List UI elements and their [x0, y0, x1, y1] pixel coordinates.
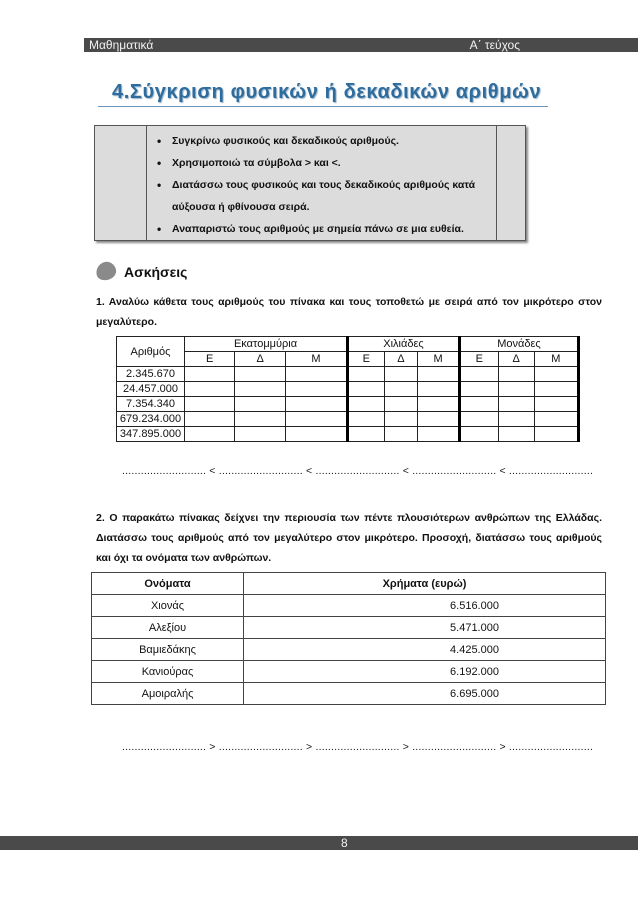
digit-cell[interactable] — [348, 397, 384, 412]
exercise2-answer-line[interactable]: ........................... > ........................... > ........................... > ........................... > ........................... — [122, 741, 594, 753]
digit-cell[interactable] — [459, 427, 498, 442]
subheader-e: Ε — [459, 352, 498, 367]
digit-cell[interactable] — [459, 382, 498, 397]
table-header-number: Αριθμός — [117, 337, 185, 367]
digit-cell[interactable] — [534, 397, 578, 412]
digit-cell[interactable] — [185, 382, 235, 397]
name-cell: Χιονάς — [92, 595, 244, 617]
digit-cell[interactable] — [384, 412, 418, 427]
goal-item: • Αναπαριστώ τους αριθμούς με σημεία πάνω σε μια ευθεία. — [151, 218, 491, 240]
digit-cell[interactable] — [185, 427, 235, 442]
digit-cell[interactable] — [384, 397, 418, 412]
exercises-blob-icon — [94, 260, 118, 283]
footer-bar — [0, 836, 638, 850]
digit-cell[interactable] — [185, 397, 235, 412]
table-row — [117, 367, 579, 382]
digit-cell[interactable] — [534, 412, 578, 427]
digit-cell[interactable] — [235, 367, 286, 382]
digit-cell[interactable] — [285, 427, 347, 442]
name-cell: Κανιούρας — [92, 661, 244, 683]
money-cell: 6.192.000 — [244, 661, 606, 683]
digit-cell[interactable] — [418, 382, 460, 397]
goal-item: • Διατάσσω τους φυσικούς και τους δεκαδικούς αριθμούς κατά — [151, 174, 491, 196]
money-cell: 6.695.000 — [244, 683, 606, 705]
digit-cell[interactable] — [384, 367, 418, 382]
subheader-m: Μ — [285, 352, 347, 367]
digit-cell[interactable] — [534, 427, 578, 442]
digit-cell[interactable] — [235, 412, 286, 427]
number-cell: 347.895.000 — [117, 427, 185, 442]
place-value-table — [116, 336, 580, 442]
digit-cell[interactable] — [348, 427, 384, 442]
header-volume: Α΄ τεύχος — [469, 38, 520, 52]
exercise2-text: 2. Ο παρακάτω πίνακας δείχνει την περιουσία των πέντε πλουσιότερων ανθρώπων της Ελλάδας. Διατάσσω τους αριθμούς από τον μεγαλύτερο στον μικρότερο. Προσοχή, διατάσσω τους αριθμούς και όχι τα ονόματα των ανθρώπων. — [96, 512, 602, 564]
digit-cell[interactable] — [348, 382, 384, 397]
table-row — [117, 397, 579, 412]
table-row — [117, 382, 579, 397]
money-cell: 6.516.000 — [244, 595, 606, 617]
header-subject: Μαθηματικά — [89, 38, 154, 52]
header-bar — [84, 38, 638, 52]
digit-cell[interactable] — [384, 427, 418, 442]
goals-list — [151, 130, 491, 240]
page-number: 8 — [341, 836, 348, 850]
digit-cell[interactable] — [459, 397, 498, 412]
goals-divider-left — [146, 126, 147, 240]
goals-divider-right — [496, 126, 497, 240]
name-cell: Βαμιεδάκης — [92, 639, 244, 661]
title-underline — [98, 106, 548, 107]
digit-cell[interactable] — [235, 427, 286, 442]
table-row — [92, 683, 606, 705]
digit-cell[interactable] — [534, 382, 578, 397]
learning-goals-box — [94, 125, 526, 241]
number-cell: 679.234.000 — [117, 412, 185, 427]
subheader-d: Δ — [498, 352, 534, 367]
digit-cell[interactable] — [285, 397, 347, 412]
number-cell: 24.457.000 — [117, 382, 185, 397]
table-header-millions: Εκατομμύρια — [185, 337, 348, 352]
money-cell: 5.471.000 — [244, 617, 606, 639]
subheader-m: Μ — [418, 352, 460, 367]
exercise1-text: 1. Αναλύω κάθετα τους αριθμούς του πίνακα και τους τοποθετώ με σειρά από τον μικρότερο στον μεγαλύτερο. — [96, 296, 602, 328]
exercise1-answer-line[interactable]: ........................... < ........................... < ........................... < ........................... < ........................... — [122, 465, 594, 477]
digit-cell[interactable] — [185, 412, 235, 427]
subheader-e: Ε — [348, 352, 384, 367]
digit-cell[interactable] — [498, 412, 534, 427]
digit-cell[interactable] — [418, 367, 460, 382]
money-cell: 4.425.000 — [244, 639, 606, 661]
header-money: Χρήματα (ευρώ) — [244, 573, 606, 595]
name-cell: Αμοιραλής — [92, 683, 244, 705]
digit-cell[interactable] — [285, 382, 347, 397]
header-names: Ονόματα — [92, 573, 244, 595]
digit-cell[interactable] — [418, 427, 460, 442]
digit-cell[interactable] — [498, 397, 534, 412]
digit-cell[interactable] — [418, 397, 460, 412]
table-row — [92, 639, 606, 661]
goal-item: • Συγκρίνω φυσικούς και δεκαδικούς αριθμούς. — [151, 130, 491, 152]
number-cell: 2.345.670 — [117, 367, 185, 382]
digit-cell[interactable] — [498, 382, 534, 397]
subheader-e: Ε — [185, 352, 235, 367]
subheader-m: Μ — [534, 352, 578, 367]
table-row — [117, 427, 579, 442]
goal-item: • Χρησιμοποιώ τα σύμβολα > και <. — [151, 152, 491, 174]
digit-cell[interactable] — [285, 367, 347, 382]
digit-cell[interactable] — [459, 412, 498, 427]
table-row — [117, 412, 579, 427]
digit-cell[interactable] — [235, 397, 286, 412]
table-header-thousands: Χιλιάδες — [348, 337, 460, 352]
digit-cell[interactable] — [348, 367, 384, 382]
digit-cell[interactable] — [459, 367, 498, 382]
digit-cell[interactable] — [418, 412, 460, 427]
exercises-heading: Ασκήσεις — [124, 264, 188, 280]
digit-cell[interactable] — [498, 367, 534, 382]
table-row — [92, 617, 606, 639]
table-header-units: Μονάδες — [459, 337, 578, 352]
table-row — [92, 661, 606, 683]
subheader-d: Δ — [235, 352, 286, 367]
goal-item-continuation: αύξουσα ή φθίνουσα σειρά. — [172, 201, 310, 213]
digit-cell[interactable] — [384, 382, 418, 397]
digit-cell[interactable] — [534, 367, 578, 382]
table-row — [92, 595, 606, 617]
digit-cell[interactable] — [348, 412, 384, 427]
digit-cell[interactable] — [235, 382, 286, 397]
digit-cell[interactable] — [498, 427, 534, 442]
name-cell: Αλεξίου — [92, 617, 244, 639]
wealth-table — [91, 572, 606, 705]
page-title: 4.Σύγκριση φυσικών ή δεκαδικών αριθμών — [112, 81, 542, 103]
subheader-d: Δ — [384, 352, 418, 367]
number-cell: 7.354.340 — [117, 397, 185, 412]
digit-cell[interactable] — [285, 412, 347, 427]
digit-cell[interactable] — [185, 367, 235, 382]
